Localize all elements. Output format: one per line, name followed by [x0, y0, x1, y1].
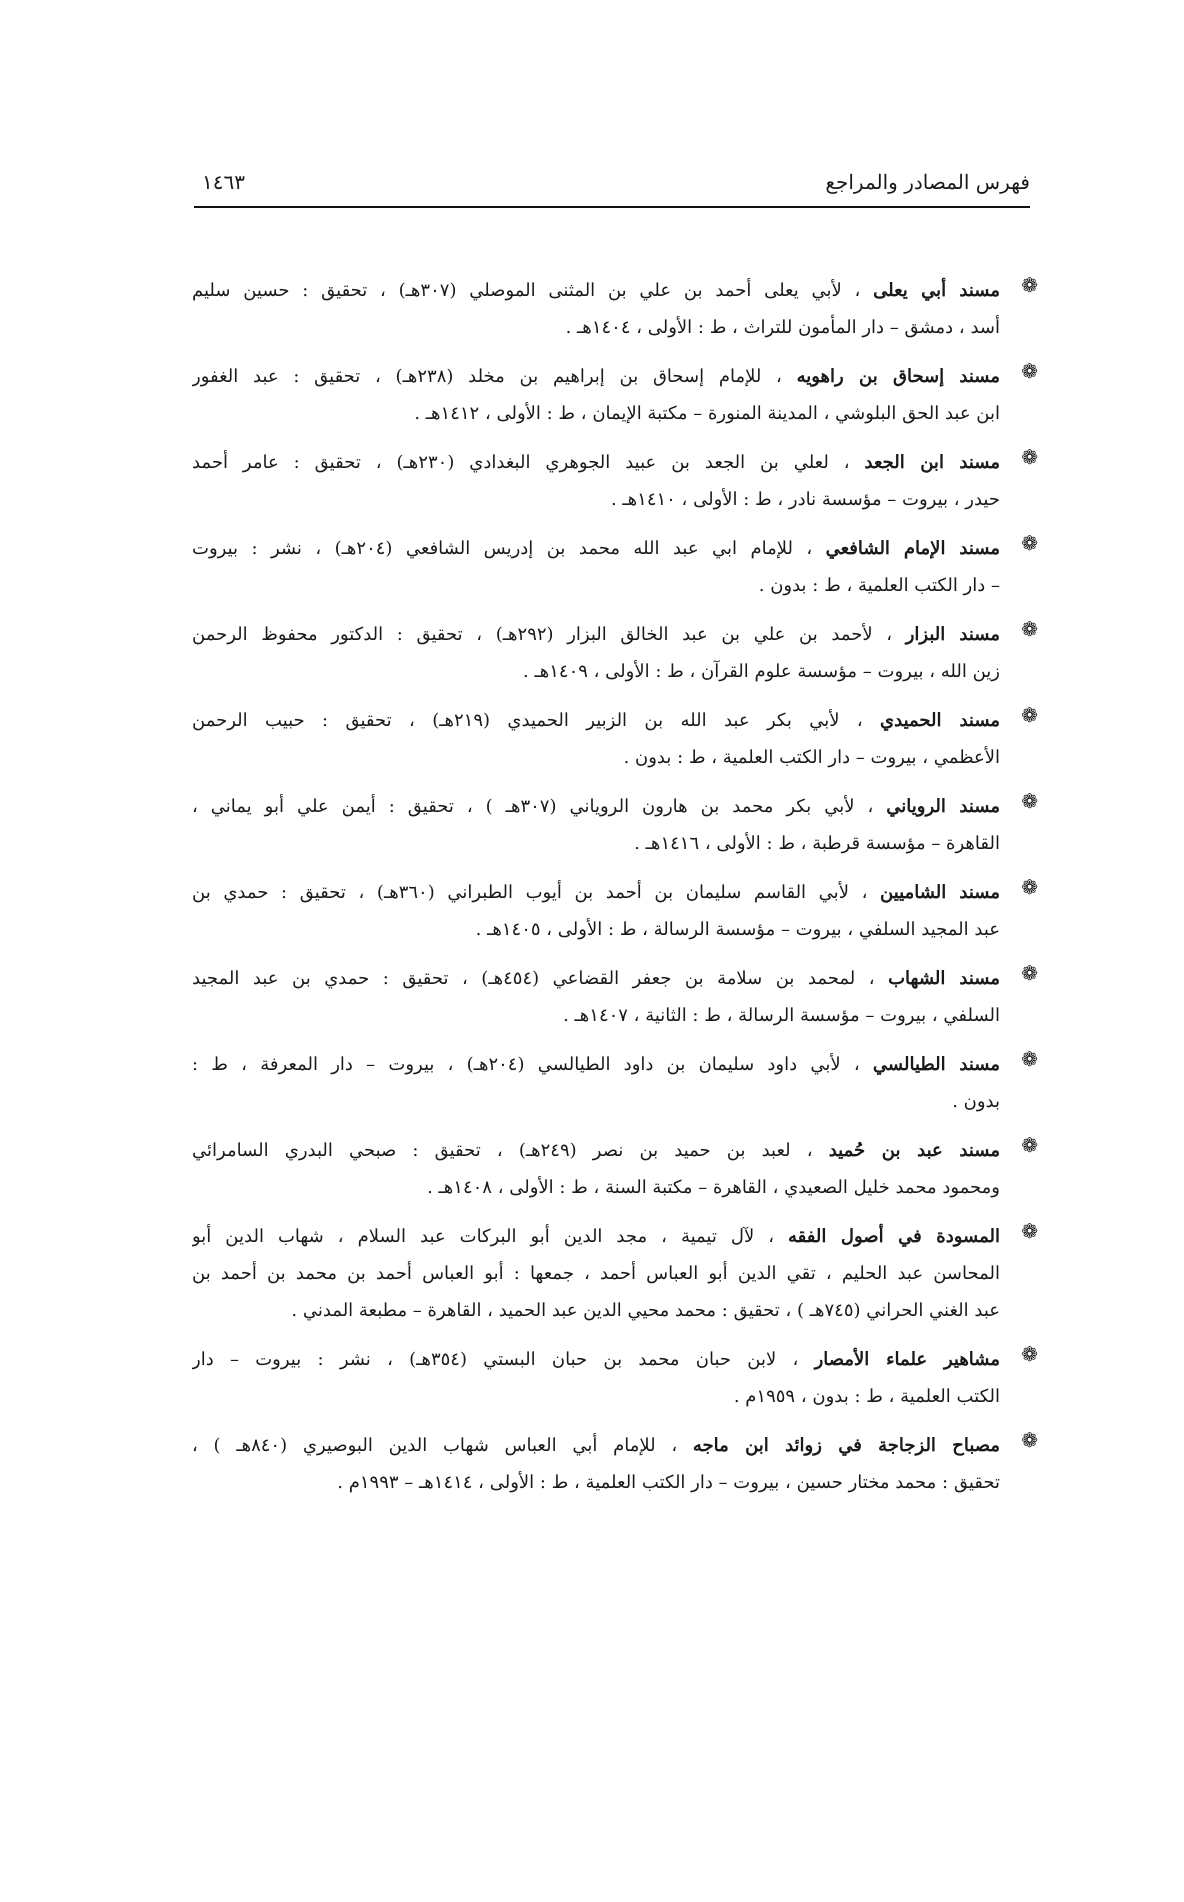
- bibliography-entry: [192, 1042, 1040, 1125]
- entry-title: مسند إسحاق بن راهويه: [796, 366, 1000, 387]
- bibliography-entry: [192, 612, 1040, 695]
- entry-title: مسند البزار: [905, 624, 1000, 645]
- entry-description: ، لأبي القاسم سليمان بن أحمد بن أيوب الطبراني (٣٦٠هـ) ، تحقيق : حمدي بن: [192, 882, 880, 903]
- entry-title: مسند أبي يعلى: [873, 280, 1000, 301]
- flower-bullet-icon: ❁: [1021, 273, 1038, 297]
- entry-description: ، لأبي يعلى أحمد بن علي بن المثنى الموصلي (٣٠٧هـ) ، تحقيق : حسين سليم: [192, 280, 874, 301]
- entry-continuation-line: – دار الكتب العلمية ، ط : بدون .: [758, 575, 1000, 596]
- flower-bullet-icon: ❁: [1021, 359, 1038, 383]
- entry-continuation-line: السلفي ، بيروت – مؤسسة الرسالة ، ط : الثانية ، ١٤٠٧هـ .: [563, 1005, 1000, 1026]
- entry-description: ، لأبي بكر عبد الله بن الزبير الحميدي (٢١٩هـ) ، تحقيق : حبيب الرحمن: [192, 710, 881, 731]
- entry-continuation-line: بدون .: [952, 1091, 1000, 1112]
- entry-continuation-line: ومحمود محمد خليل الصعيدي ، القاهرة – مكتبة السنة ، ط : الأولى ، ١٤٠٨هـ .: [427, 1177, 1000, 1198]
- bibliography-entry: [192, 1337, 1040, 1420]
- bibliography-entry: [192, 268, 1040, 351]
- bibliography-entry: [192, 440, 1040, 523]
- flower-bullet-icon: ❁: [1021, 531, 1038, 555]
- entry-continuation-line: عبد الغني الحراني (٧٤٥هـ ) ، تحقيق : محمد محيي الدين عبد الحميد ، القاهرة – مطبعة المدني .: [291, 1300, 1000, 1321]
- entry-continuation-line: القاهرة – مؤسسة قرطبة ، ط : الأولى ، ١٤١٦هـ .: [634, 833, 1000, 854]
- flower-bullet-icon: ❁: [1021, 1133, 1038, 1157]
- entry-continuation-line: المحاسن عبد الحليم ، تقي الدين أبو العباس أحمد ، جمعها : أبو العباس أحمد بن محمد بن أحمد بن: [192, 1263, 1000, 1284]
- bibliography-entry: [192, 784, 1040, 867]
- bibliography-entry: [192, 1423, 1040, 1506]
- entry-description: ، للإمام أبي العباس شهاب الدين البوصيري (٨٤٠هـ ) ،: [192, 1435, 693, 1456]
- page-header: [194, 166, 1030, 208]
- entry-description: ، لمحمد بن سلامة بن جعفر القضاعي (٤٥٤هـ) ، تحقيق : حمدي بن عبد المجيد: [192, 968, 889, 989]
- entry-title: مسند الشهاب: [888, 968, 1000, 989]
- entry-description: ، لأبي داود سليمان بن داود الطيالسي (٢٠٤هـ) ، بيروت – دار المعرفة ، ط :: [192, 1054, 873, 1075]
- flower-bullet-icon: ❁: [1021, 875, 1038, 899]
- entry-title: مشاهير علماء الأمصار: [814, 1349, 1000, 1370]
- flower-bullet-icon: ❁: [1021, 1047, 1038, 1071]
- flower-bullet-icon: ❁: [1021, 789, 1038, 813]
- entry-description: ، لعلي بن الجعد بن عبيد الجوهري البغدادي (٢٣٠هـ) ، تحقيق : عامر أحمد: [192, 452, 865, 473]
- entry-title: مسند الطيالسي: [872, 1054, 1000, 1075]
- entry-description: ، لأبي بكر محمد بن هارون الروياني (٣٠٧هـ ) ، تحقيق : أيمن علي أبو يماني ،: [192, 796, 887, 817]
- flower-bullet-icon: ❁: [1021, 1219, 1038, 1243]
- entry-description: ، للإمام إسحاق بن إبراهيم بن مخلد (٢٣٨هـ) ، تحقيق : عبد الغفور: [192, 366, 797, 387]
- flower-bullet-icon: ❁: [1021, 445, 1038, 469]
- entry-continuation-line: حيدر ، بيروت – مؤسسة نادر ، ط : الأولى ، ١٤١٠هـ .: [610, 489, 1000, 510]
- entry-title: مسند الشاميين: [880, 882, 1000, 903]
- bibliography-entry: [192, 1128, 1040, 1211]
- running-title: فهرس المصادر والمراجع: [825, 170, 1030, 194]
- entry-description: ، لأحمد بن علي بن عبد الخالق البزار (٢٩٢هـ) ، تحقيق : الدكتور محفوظ الرحمن: [192, 624, 906, 645]
- entry-continuation-line: أسد ، دمشق – دار المأمون للتراث ، ط : الأولى ، ١٤٠٤هـ .: [565, 317, 1000, 338]
- entry-continuation-line: تحقيق : محمد مختار حسين ، بيروت – دار الكتب العلمية ، ط : الأولى ، ١٤١٤هـ – ١٩٩٣م .: [337, 1472, 1000, 1493]
- bibliography-entry: [192, 526, 1040, 609]
- entry-title: مسند ابن الجعد: [864, 452, 1000, 473]
- flower-bullet-icon: ❁: [1021, 961, 1038, 985]
- entry-title: مسند عبد بن حُميد: [828, 1140, 1000, 1161]
- entry-description: ، للإمام ابي عبد الله محمد بن إدريس الشافعي (٢٠٤هـ) ، نشر : بيروت: [192, 538, 826, 559]
- flower-bullet-icon: ❁: [1021, 617, 1038, 641]
- entry-title: مسند الروياني: [886, 796, 1000, 817]
- bibliography-list: [192, 268, 1040, 1509]
- entry-title: مسند الحميدي: [880, 710, 1000, 731]
- flower-bullet-icon: ❁: [1021, 1428, 1038, 1452]
- entry-continuation-line: الكتب العلمية ، ط : بدون ، ١٩٥٩م .: [733, 1386, 1000, 1407]
- bibliography-entry: [192, 354, 1040, 437]
- entry-title: مسند الإمام الشافعي: [825, 538, 1000, 559]
- bibliography-entry: [192, 698, 1040, 781]
- flower-bullet-icon: ❁: [1021, 1342, 1038, 1366]
- entry-title: مصباح الزجاجة في زوائد ابن ماجه: [692, 1435, 1000, 1456]
- page-number: ١٤٦٣: [202, 170, 245, 194]
- entry-continuation-line: الأعظمي ، بيروت – دار الكتب العلمية ، ط : بدون .: [623, 747, 1000, 768]
- entry-continuation-line: عبد المجيد السلفي ، بيروت – مؤسسة الرسالة ، ط : الأولى ، ١٤٠٥هـ .: [475, 919, 1000, 940]
- entry-continuation-line: ابن عبد الحق البلوشي ، المدينة المنورة – مكتبة الإيمان ، ط : الأولى ، ١٤١٢هـ .: [414, 403, 1000, 424]
- bibliography-entry: [192, 1214, 1040, 1334]
- entry-title: المسودة في أصول الفقه: [788, 1226, 1000, 1247]
- entry-description: ، لآل تيمية ، مجد الدين أبو البركات عبد السلام ، شهاب الدين أبو: [192, 1226, 789, 1247]
- bibliography-entry: [192, 956, 1040, 1039]
- entry-continuation-line: زين الله ، بيروت – مؤسسة علوم القرآن ، ط : الأولى ، ١٤٠٩هـ .: [523, 661, 1000, 682]
- flower-bullet-icon: ❁: [1021, 703, 1038, 727]
- bibliography-entry: [192, 870, 1040, 953]
- entry-first-line: [192, 1042, 1000, 1088]
- entry-description: ، لابن حبان محمد بن حبان البستي (٣٥٤هـ) ، نشر : بيروت – دار: [192, 1349, 815, 1370]
- entry-description: ، لعبد بن حميد بن نصر (٢٤٩هـ) ، تحقيق : صبحي البدري السامرائي: [192, 1140, 829, 1161]
